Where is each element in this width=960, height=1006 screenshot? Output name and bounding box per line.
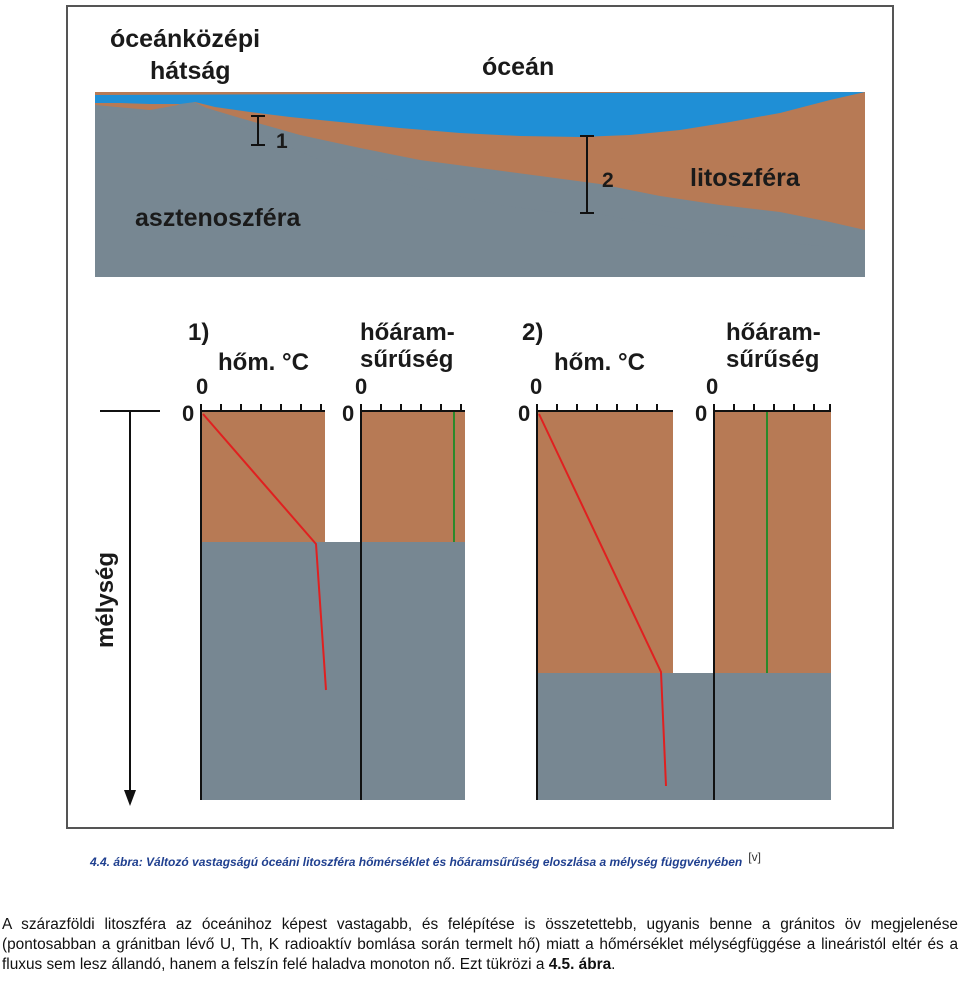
panel-2-flux-zero-y: 0: [695, 401, 708, 426]
label-thickness-1: 1: [276, 130, 288, 153]
body-paragraph: [2, 915, 958, 975]
panel-1-temp-zero-x: 0: [196, 374, 209, 399]
panel-2-temp-zero-x: 0: [530, 374, 543, 399]
panel-1-flux-zero-y: 0: [342, 401, 355, 426]
panel-1-flux-lithosphere: [361, 411, 465, 542]
paragraph-end: .: [611, 956, 616, 973]
label-lithosphere: litoszféra: [690, 164, 800, 192]
panel-1-flux-header-1: hőáram-: [360, 319, 455, 346]
panel-2-flux-lithosphere: [714, 411, 831, 673]
label-ridge-1: óceánközépi: [110, 25, 261, 53]
panel-1-flux-header-2: sűrűség: [360, 346, 454, 373]
caption-text: 4.4. ábra: Változó vastagságú óceáni litoszféra hőmérséklet és hőáramsűrűség eloszlása a mélység függvényében: [90, 855, 743, 869]
caption-reference-link[interactable]: [v]: [748, 850, 761, 864]
panel-2-flux-header-2: sűrűség: [726, 346, 820, 373]
label-asthenosphere: asztenoszféra: [135, 204, 301, 232]
panel-2-temp-lithosphere: [537, 411, 673, 673]
panel-1-asthenosphere: [201, 542, 465, 800]
panel-2-flux-zero-x: 0: [706, 374, 719, 399]
figure-caption: [90, 850, 950, 869]
panel-1-title: 1): [188, 319, 210, 346]
label-thickness-2: 2: [602, 169, 614, 192]
panel-2-flux-header-1: hőáram-: [726, 319, 821, 346]
panel-1-temp-lithosphere: [201, 411, 325, 542]
panel-1-flux-zero-x: 0: [355, 374, 368, 399]
paragraph-text: A szárazföldi litoszféra az óceánihoz képest vastagabb, és felépítése is összetettebb, ugyanis benne a gránitos öv megjelenése (pontosabban a gránitban lévő U, Th, K radioaktív bomlása során termelt hő) miatt a hőmérséklet mélységfüggése a lineáristól eltér és a fluxus sem lesz állandó, hanem a felszín felé haladva monoton nő. Ezt tükrözi a: [2, 916, 958, 973]
label-ridge-2: hátság: [150, 57, 231, 85]
panel-2-asthenosphere: [537, 673, 831, 800]
panel-2-title: 2): [522, 319, 544, 346]
depth-axis-label: mélység: [92, 551, 119, 648]
panel-1-temp-header: hőm. °C: [218, 349, 309, 376]
label-ocean: óceán: [482, 53, 555, 81]
figure-reference: 4.5. ábra: [548, 956, 612, 973]
panel-1-temp-zero-y: 0: [182, 401, 195, 426]
panel-2-temp-header: hőm. °C: [554, 349, 645, 376]
panel-2-temp-zero-y: 0: [518, 401, 531, 426]
